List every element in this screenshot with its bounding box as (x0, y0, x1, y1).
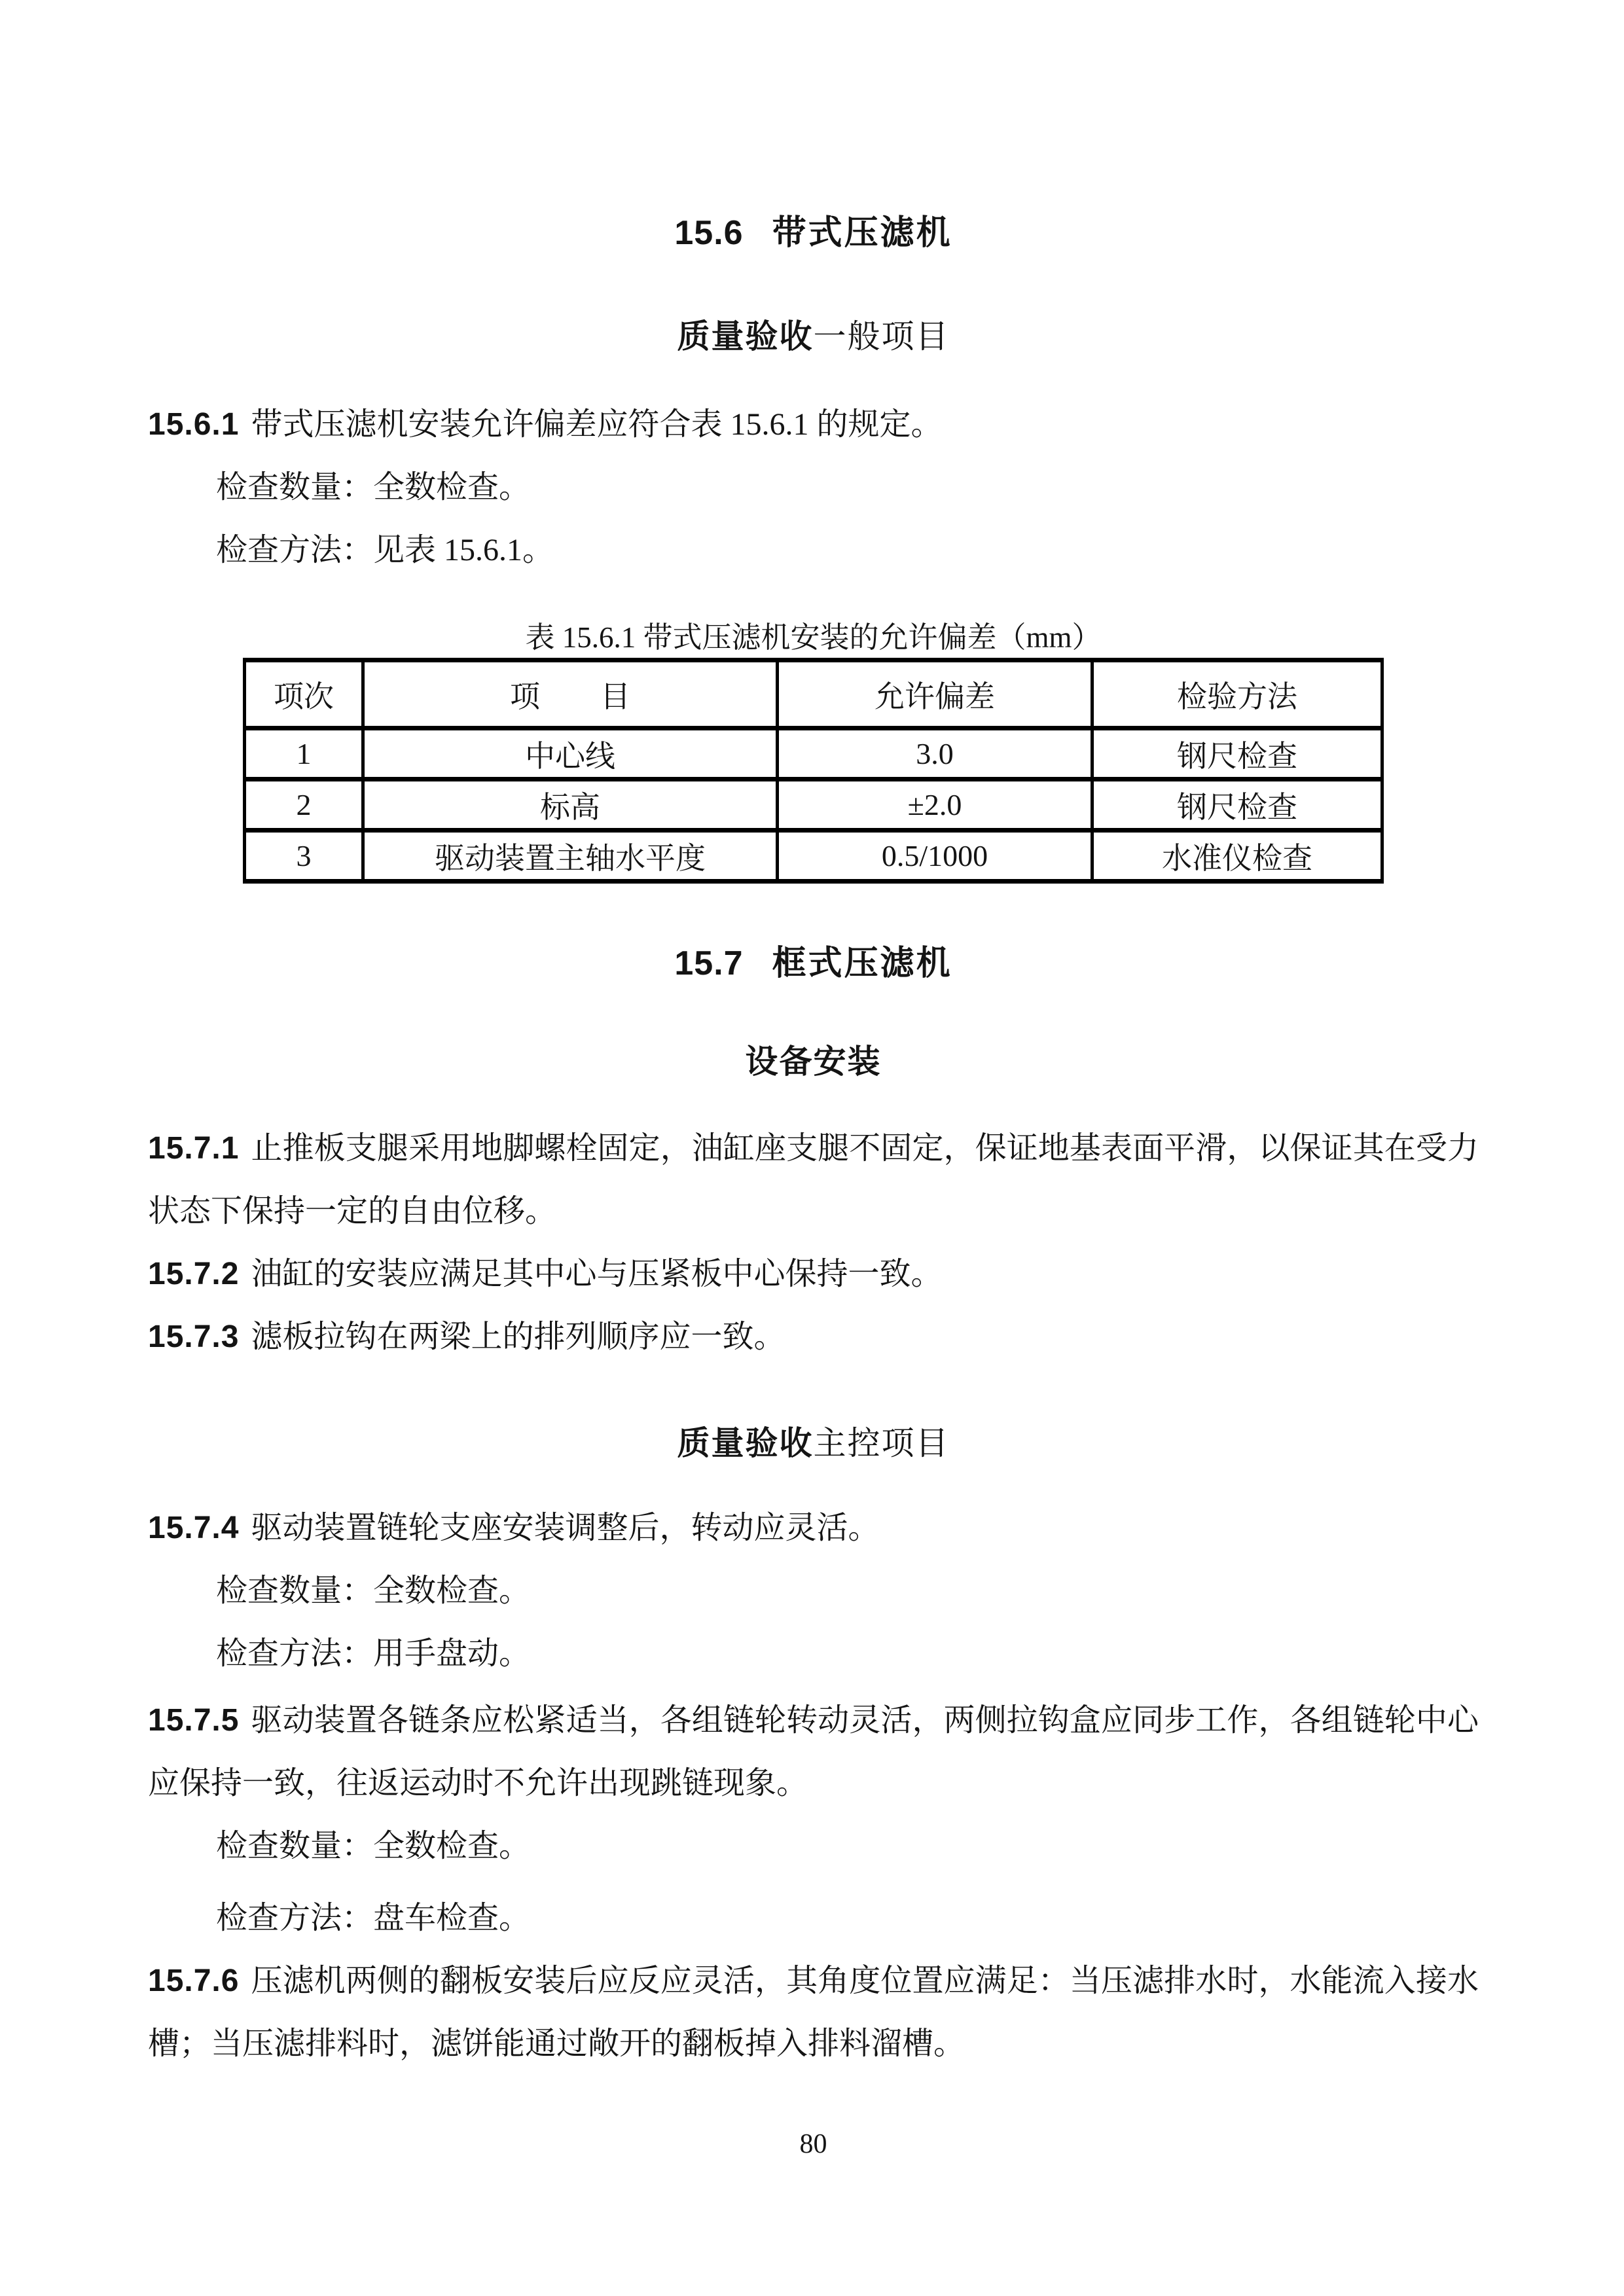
table-cell: 1 (245, 728, 363, 780)
subtitle-equipment-install (148, 1043, 1479, 1081)
table-cell: 2 (245, 780, 363, 831)
paragraph-15-6-1-number: 15.6.1 (148, 407, 240, 442)
paragraph-15-7-5-text: 驱动装置各链条应松紧适当，各组链轮转动灵活，两侧拉钩盒应同步工作，各组链轮中心应保持一致，往返运动时不允许出现跳链现象。 (148, 1703, 1479, 1801)
header-check-method: 检验方法 (1092, 660, 1382, 728)
section-15-7-number: 15.7 (674, 944, 744, 982)
subtitle-quality-main-bold: 质量验收 (677, 1425, 814, 1462)
table-row (245, 728, 1382, 780)
table-row (245, 831, 1382, 882)
table-cell: 3.0 (778, 728, 1092, 780)
paragraph-15-6-1 (148, 393, 1479, 456)
paragraph-15-7-5 (148, 1689, 1479, 1815)
check-method-15-7-5: 检查方法：盘车检查。 (216, 1901, 531, 1935)
table-cell: 标高 (363, 780, 778, 831)
check-quantity-15-6-1: 检查数量：全数检查。 (216, 470, 531, 505)
paragraph-15-7-3 (148, 1306, 1479, 1369)
table-cell: 中心线 (363, 728, 778, 780)
check-quantity-15-7-5: 检查数量：全数检查。 (216, 1829, 531, 1863)
table-caption-15-6-1: 表 15.6.1 带式压滤机安装的允许偏差（mm） (525, 621, 1102, 654)
subtitle-quality-general-bold: 质量验收 (677, 318, 814, 355)
subtitle-quality-main (148, 1424, 1479, 1462)
section-15-7-title: 框式压滤机 (772, 944, 952, 982)
section-15-6-title: 带式压滤机 (772, 214, 952, 252)
section-15-6-heading (148, 212, 1479, 254)
table-cell: 3 (245, 831, 363, 882)
paragraph-15-7-6-number: 15.7.6 (148, 1964, 240, 1998)
paragraph-15-7-1 (148, 1117, 1479, 1243)
table-row (245, 780, 1382, 831)
table-cell: 钢尺检查 (1092, 728, 1382, 780)
paragraph-15-7-2 (148, 1243, 1479, 1306)
page-number: 80 (799, 2129, 827, 2159)
paragraph-15-7-5-number: 15.7.5 (148, 1703, 240, 1738)
subtitle-equipment-install-text: 设备安装 (745, 1043, 882, 1080)
subtitle-quality-general (148, 317, 1479, 355)
header-tolerance: 允许偏差 (778, 660, 1092, 728)
check-method-15-6-1: 检查方法：见表 15.6.1。 (216, 533, 554, 567)
check-quantity-15-7-4: 检查数量：全数检查。 (216, 1573, 531, 1608)
paragraph-15-7-4-text: 驱动装置链轮支座安装调整后，转动应灵活。 (251, 1511, 880, 1545)
header-item: 项 目 (363, 660, 778, 728)
paragraph-15-7-2-text: 油缸的安装应满足其中心与压紧板中心保持一致。 (251, 1257, 943, 1291)
section-15-7-heading (148, 942, 1479, 984)
table-cell: 水准仪检查 (1092, 831, 1382, 882)
table-cell: ±2.0 (778, 780, 1092, 831)
paragraph-15-7-6 (148, 1950, 1479, 2075)
subtitle-quality-general-rest: 一般项目 (813, 318, 950, 355)
table-15-6-1 (243, 658, 1384, 884)
paragraph-15-7-1-number: 15.7.1 (148, 1131, 240, 1166)
table-header-row (245, 660, 1382, 728)
header-item-no: 项次 (245, 660, 363, 728)
paragraph-15-6-1-text: 带式压滤机安装允许偏差应符合表 15.6.1 的规定。 (251, 407, 943, 442)
paragraph-15-7-2-number: 15.7.2 (148, 1257, 240, 1291)
paragraph-15-7-4 (148, 1497, 1479, 1560)
section-15-6-number: 15.6 (674, 214, 744, 252)
paragraph-15-7-4-number: 15.7.4 (148, 1511, 240, 1545)
subtitle-quality-main-rest: 主控项目 (813, 1425, 950, 1462)
check-method-15-7-4: 检查方法：用手盘动。 (216, 1636, 531, 1671)
paragraph-15-7-6-text: 压滤机两侧的翻板安装后应反应灵活，其角度位置应满足：当压滤排水时，水能流入接水槽；当压滤排料时，滤饼能通过敞开的翻板掉入排料溜槽。 (148, 1964, 1479, 2061)
table-cell: 驱动装置主轴水平度 (363, 831, 778, 882)
paragraph-15-7-3-number: 15.7.3 (148, 1319, 240, 1354)
table-cell: 钢尺检查 (1092, 780, 1382, 831)
paragraph-15-7-1-text: 止推板支腿采用地脚螺栓固定，油缸座支腿不固定，保证地基表面平滑，以保证其在受力状态下保持一定的自由位移。 (148, 1131, 1479, 1229)
table-cell: 0.5/1000 (778, 831, 1092, 882)
paragraph-15-7-3-text: 滤板拉钩在两梁上的排列顺序应一致。 (251, 1319, 785, 1354)
